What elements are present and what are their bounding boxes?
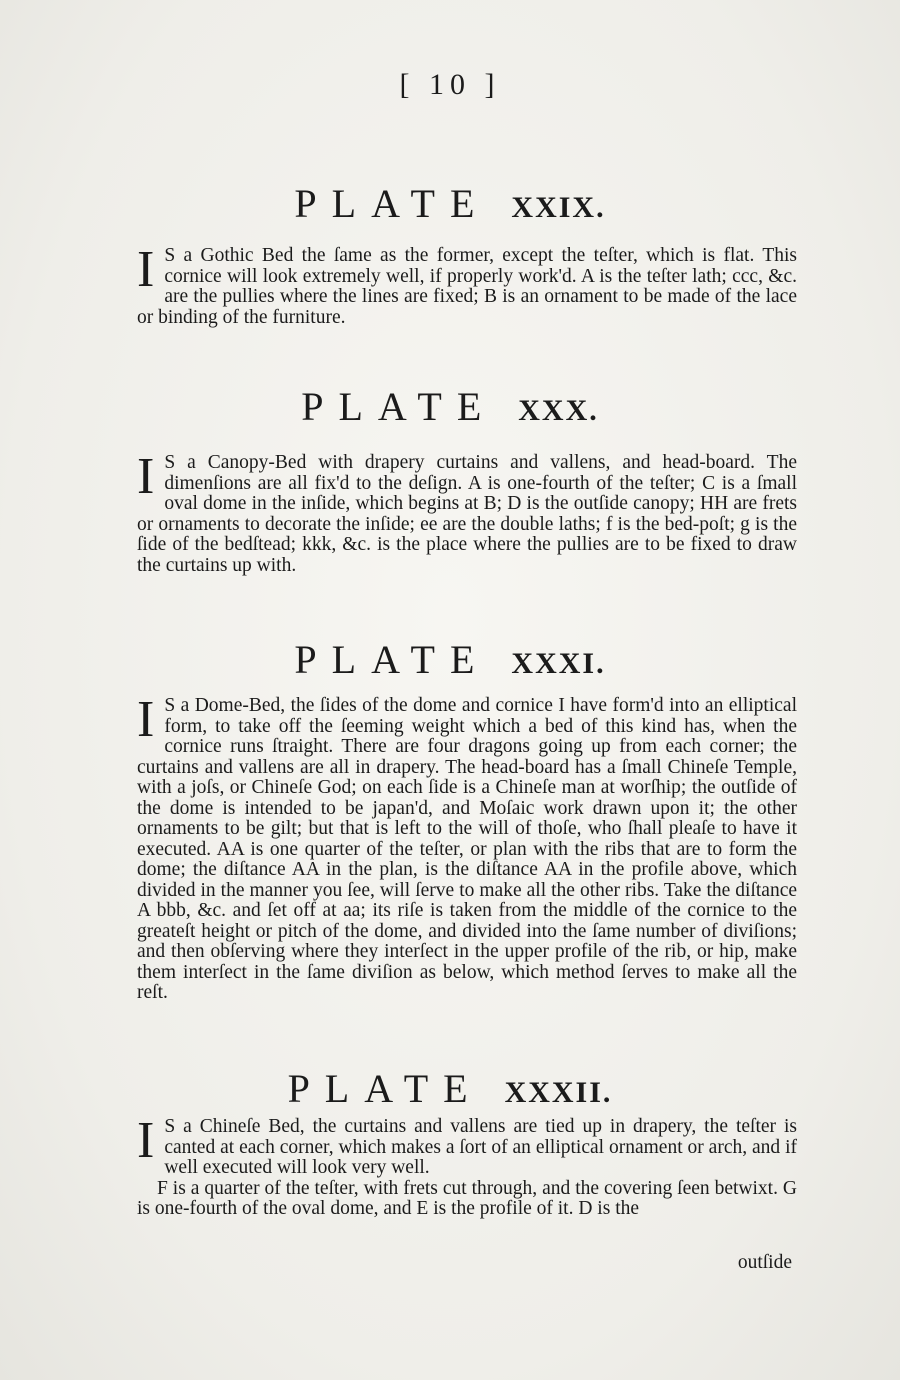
plate-description: [137, 1112, 797, 1220]
drop-initial: I: [137, 1112, 155, 1169]
plate-heading-word: PLATE: [294, 637, 490, 682]
description-text: S a Dome-Bed, the ſides of the dome and cornice I have form'd into an elliptical form, to take off the ſeeming weight which a bed of this kind has, when the cornice runs ſtraight. There are four dragons going up from each corner; the curtains and vallens are all in drapery. The head-board has a ſmall Chineſe Temple, with a joſs, or Chineſe God; on each ſide is a Chineſe man at worſhip; the outſide of the dome is intended to be japan'd, and Moſaic work drawn upon it; the other ornaments to be gilt; but that is left to the will of thoſe, who ſhall pleaſe to have it executed. AA is one quarter of the teſter, or plan with the ribs that are to form the dome; the diſtance AA in the plan, is the diſtance AA in the profile above, which divided in the manner you ſee, will ſerve to make all the other ribs. Take the diſtance A bbb, &c. and ſet off at aa; its riſe is taken from the middle of the cornice to the greateſt height or pitch of the dome, and divided into the ſame number of diviſions; and then obſerving where they interſect in the upper profile of the rib, or hip, make them interſect in the ſame diviſion as below, which method ſerves to make all the reſt.: [137, 695, 797, 1003]
plate-heading: [0, 636, 900, 683]
plate-description: [137, 241, 797, 328]
page-number: [ 10 ]: [399, 68, 501, 101]
plate-heading-word: PLATE: [301, 384, 497, 429]
plate-heading-numeral: XXX.: [518, 394, 599, 427]
description-text: S a Chineſe Bed, the curtains and vallens are tied up in drapery, the teſter is canted at each corner, which makes a ſort of an elliptical ornament or arch, and if well executed will look very well.: [164, 1116, 797, 1178]
drop-initial: I: [137, 691, 155, 748]
catchword: outſide: [737, 1252, 792, 1273]
plate-heading-word: PLATE: [287, 1066, 483, 1111]
description-text: S a Canopy-Bed with drapery curtains and vallens, and head-board. The dimenſions are all fix'd to the deſign. A is one-fourth of the teſter; C is a ſmall oval dome in the inſide, which begins at B; D is the outſide canopy; HH are frets or ornaments to decorate the inſide; ee are the double laths; f is the bed-poſt; g is the ſide of the bedſtead; kkk, &c. is the place where the pullies are to be fixed to draw the curtains up with.: [137, 452, 797, 576]
plate-heading-numeral: XXIX.: [511, 191, 606, 224]
plate-description: [137, 691, 797, 1004]
plate-heading-numeral: XXXI.: [511, 647, 606, 680]
drop-initial: I: [137, 241, 155, 298]
plate-heading-word: PLATE: [294, 181, 490, 226]
plate-heading-numeral: XXXII.: [504, 1076, 613, 1109]
plate-heading: [0, 1065, 900, 1112]
plate-description: [137, 448, 797, 576]
drop-initial: I: [137, 448, 155, 505]
plate-heading: [0, 180, 900, 227]
description-text: S a Gothic Bed the ſame as the former, except the teſter, which is flat. This cornice will look extremely well, if properly work'd. A is the teſter lath; ccc, &c. are the pullies where the lines are fixed; B is an ornament to be made of the lace or binding of the furniture.: [137, 245, 797, 328]
description-text-continued: F is a quarter of the teſter, with frets cut through, and the covering ſeen betwixt. G is one-fourth of the oval dome, and E is the profile of it. D is the: [137, 1177, 797, 1219]
plate-heading: [0, 383, 900, 430]
